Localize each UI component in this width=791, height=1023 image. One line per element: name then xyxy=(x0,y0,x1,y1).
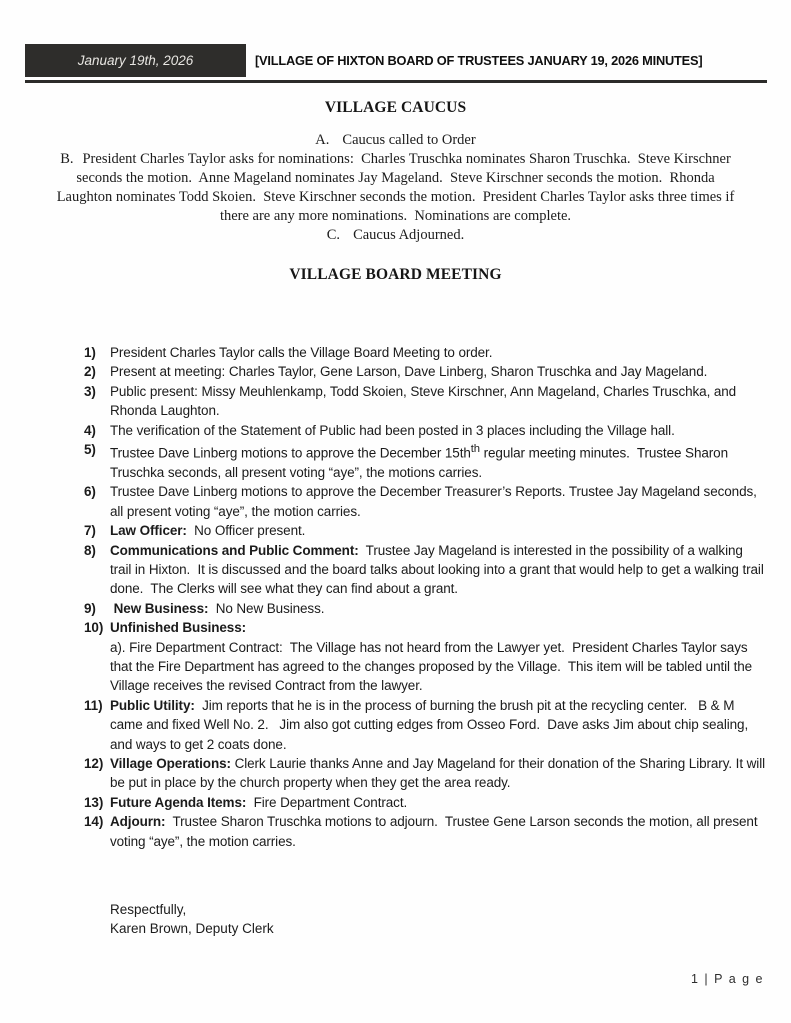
item-text xyxy=(110,599,765,618)
item-lead-label: Law Officer: xyxy=(110,523,187,539)
item-lead-label: New Business: xyxy=(110,600,209,616)
minutes-item-10 xyxy=(84,618,765,696)
caucus-item-b-label: B. xyxy=(60,151,74,167)
header-date-box xyxy=(25,44,246,77)
item-text xyxy=(110,793,765,812)
minutes-item-9 xyxy=(84,599,765,618)
minutes-item-13 xyxy=(84,793,765,812)
caucus-heading: VILLAGE CAUCUS xyxy=(324,99,467,116)
item-text: President Charles Taylor calls the Village Board Meeting to order. xyxy=(110,345,493,360)
closing-signature: Karen Brown, Deputy Clerk xyxy=(110,921,274,937)
item-text: The verification of the Statement of Public had been posted in 3 places including the Village hall. xyxy=(110,422,675,438)
caucus-item-c-text: Caucus Adjourned. xyxy=(353,227,465,243)
item-number: 10) xyxy=(84,620,104,636)
caucus-item-b-text: President Charles Taylor asks for nominations: Charles Truschka nominates Sharon Truschka. Steve Kirschner seconds the motion. Anne Mageland nominates Jay Mageland. Steve Kirschner seconds the motion. Rhonda Laughton nominates Todd Skoien. Steve Kirschner seconds the motion. President Charles Taylor asks three times if there are any more nominations. Nominations are complete. xyxy=(56,151,738,224)
item-text-body: Clerk Laurie thanks Anne and Jay Mageland for their donation of the Sharing Library. It will be put in place by the church property when they get the area ready. xyxy=(110,756,765,791)
header-rule xyxy=(25,80,767,83)
item-number: 13) xyxy=(84,794,104,810)
item-lead-label: Communications and Public Comment: xyxy=(110,542,359,558)
item-text: Public present: Missy Meuhlenkamp, Todd Skoien, Steve Kirschner, Ann Mageland, Charles Truschka, and Rhonda Laughton. xyxy=(110,383,740,419)
item-number: 2) xyxy=(84,364,96,380)
ordinal-superscript: th xyxy=(470,443,480,456)
item-lead-label: Adjourn: xyxy=(110,814,166,830)
item-lead-label: Unfinished Business: xyxy=(110,620,247,636)
item-number: 6) xyxy=(84,484,96,500)
item-number: 11) xyxy=(84,697,103,713)
item-text xyxy=(110,618,765,696)
caucus-item-c-label: C. xyxy=(326,227,341,243)
minutes-item-14 xyxy=(84,812,765,851)
caucus-item-a xyxy=(0,131,791,150)
item-number: 14) xyxy=(84,814,104,830)
item-text xyxy=(110,696,765,754)
item-lead-label: Village Operations: xyxy=(110,756,231,772)
item-number: 3) xyxy=(84,383,96,399)
item-lead-label: Future Agenda Items: xyxy=(110,794,247,810)
item-text xyxy=(110,754,765,793)
closing-block xyxy=(110,900,791,939)
closing-respectfully: Respectfully, xyxy=(110,902,187,918)
caucus-item-a-label: A. xyxy=(315,132,330,148)
item-text xyxy=(110,521,765,540)
minutes-item-12 xyxy=(84,754,765,793)
item-text-body: Trustee Sharon Truschka motions to adjourn. Trustee Gene Larson seconds the motion, all present voting “aye”, the motion carries. xyxy=(110,814,762,849)
board-meeting-heading: VILLAGE BOARD MEETING xyxy=(289,266,502,283)
item-text-body: Fire Department Contract. xyxy=(246,794,408,810)
minutes-item-7 xyxy=(84,521,765,540)
header-date-label: January 19th, 2026 xyxy=(77,53,194,68)
minutes-item-3 xyxy=(84,382,765,421)
page-number: 1 | P a g e xyxy=(690,972,764,986)
minutes-item-1 xyxy=(84,343,765,362)
item-number: 1) xyxy=(84,345,96,360)
item-number: 9) xyxy=(84,600,96,616)
minutes-item-5 xyxy=(84,440,765,482)
item-number: 7) xyxy=(84,523,96,539)
item-sub-paragraph: a). Fire Department Contract: The Village has not heard from the Lawyer yet. President Charles Taylor says that the Fire Department has agreed to the changes proposed by the Village. This item will be tabled until the Village receives the revised Contract from the lawyer. xyxy=(110,639,756,694)
item-lead-label: Public Utility: xyxy=(110,697,195,713)
item-text-body: Jim reports that he is in the process of burning the brush pit at the recycling center. B & M came and fixed Well No. 2. Jim also got cutting edges from Osseo Ford. Dave asks Jim about chip sealing, and ways to get 2 coats done. xyxy=(110,697,752,752)
item-text-body: Trustee Jay Mageland is interested in the possibility of a walking trail in Hixton. It is discussed and the board talks about looking into a grant that would help to get a walking trail done. The Clerks will see what they can find about a grant. xyxy=(110,542,768,597)
minutes-item-11 xyxy=(84,696,765,754)
item-text xyxy=(110,440,765,482)
item-text: Trustee Dave Linberg motions to approve the December Treasurer’s Reports. Trustee Jay Mageland seconds, all present voting “aye”, the motion carries. xyxy=(110,484,761,519)
minutes-item-4 xyxy=(84,421,765,440)
item-number: 12) xyxy=(84,756,104,772)
item-text xyxy=(110,541,768,599)
item-number: 4) xyxy=(84,422,96,438)
minutes-list xyxy=(84,343,768,851)
item-text-body: No New Business. xyxy=(208,600,325,616)
item-text xyxy=(110,812,765,851)
caucus-item-a-text: Caucus called to Order xyxy=(342,132,476,148)
item-number: 8) xyxy=(84,542,96,558)
caucus-item-c xyxy=(0,226,791,245)
item-text-after-sup: regular meeting minutes. Trustee Sharon Truschka seconds, all present voting “aye”, the motions carries. xyxy=(110,445,732,480)
minutes-item-8 xyxy=(84,541,768,599)
item-text-before-sup: Trustee Dave Linberg motions to approve the December 15th xyxy=(110,445,471,461)
item-number: 5) xyxy=(84,442,96,458)
caucus-item-b xyxy=(48,150,744,226)
minutes-item-2 xyxy=(84,362,765,381)
item-text-body: No Officer present. xyxy=(186,523,306,539)
minutes-item-6 xyxy=(84,482,765,521)
page-header xyxy=(25,44,767,77)
item-text: Present at meeting: Charles Taylor, Gene Larson, Dave Linberg, Sharon Truschka and Jay Mageland. xyxy=(110,364,708,380)
header-title: [VILLAGE OF HIXTON BOARD OF TRUSTEES JANUARY 19, 2026 MINUTES] xyxy=(255,53,703,68)
